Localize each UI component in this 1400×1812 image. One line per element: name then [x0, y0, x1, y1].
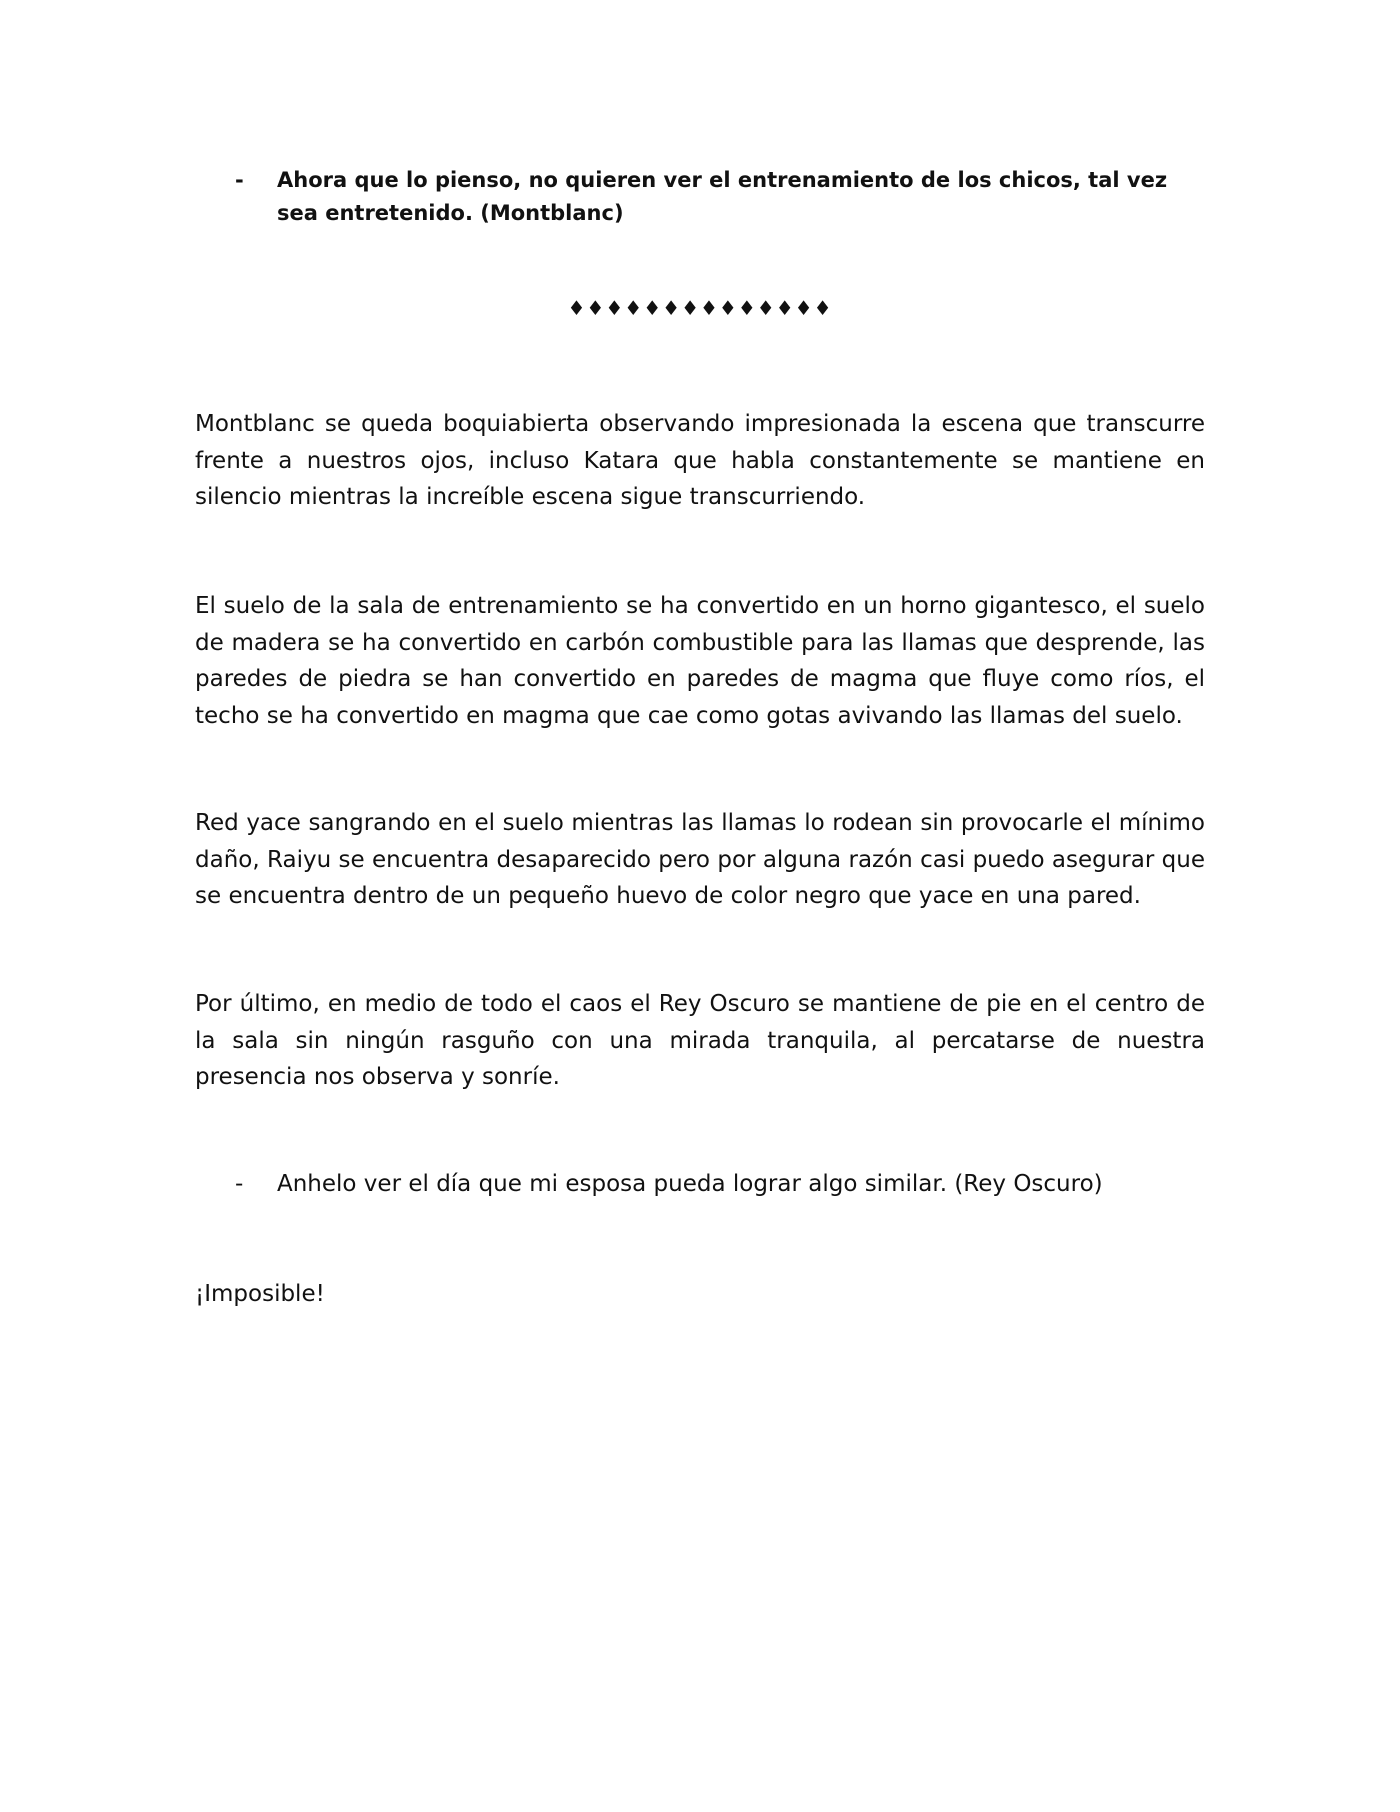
- scene-separator: ♦♦♦♦♦♦♦♦♦♦♦♦♦♦: [567, 296, 833, 320]
- closing-exclamation: ¡Imposible!: [195, 1281, 325, 1307]
- dialogue-text: Anhelo ver el día que mi esposa pueda lograr algo similar. (Rey Oscuro): [277, 1171, 1103, 1197]
- paragraph: Por último, en medio de todo el caos el Rey Oscuro se mantiene de pie en el centro de la sala sin ningún rasguño con una mirada tranquila, al percatarse de nuestra presencia nos observa y sonríe.: [195, 991, 1205, 1090]
- dialogue-dash: -: [235, 168, 244, 192]
- paragraph: El suelo de la sala de entrenamiento se ha convertido en un horno gigantesco, el suelo de madera se ha convertido en carbón combustible para las llamas que desprende, las paredes de piedra se han convertido en paredes de magma que fluye como ríos, el techo se ha convertido en magma que cae como gotas avivando las llamas del suelo.: [195, 593, 1205, 729]
- dialogue-dash: -: [235, 1171, 244, 1197]
- paragraph: Montblanc se queda boquiabierta observando impresionada la escena que transcurre frente a nuestros ojos, incluso Katara que habla constantemente se mantiene en silencio mientras la increíble escena sigue transcurriendo.: [195, 411, 1205, 510]
- paragraph: Red yace sangrando en el suelo mientras las llamas lo rodean sin provocarle el mínimo daño, Raiyu se encuentra desaparecido pero por alguna razón casi puedo asegurar que se encuentra dentro de un pequeño huevo de color negro que yace en una pared.: [195, 810, 1205, 909]
- dialogue-text: Ahora que lo pienso, no quieren ver el entrenamiento de los chicos, tal vez sea entretenido. (Montblanc): [277, 168, 1168, 225]
